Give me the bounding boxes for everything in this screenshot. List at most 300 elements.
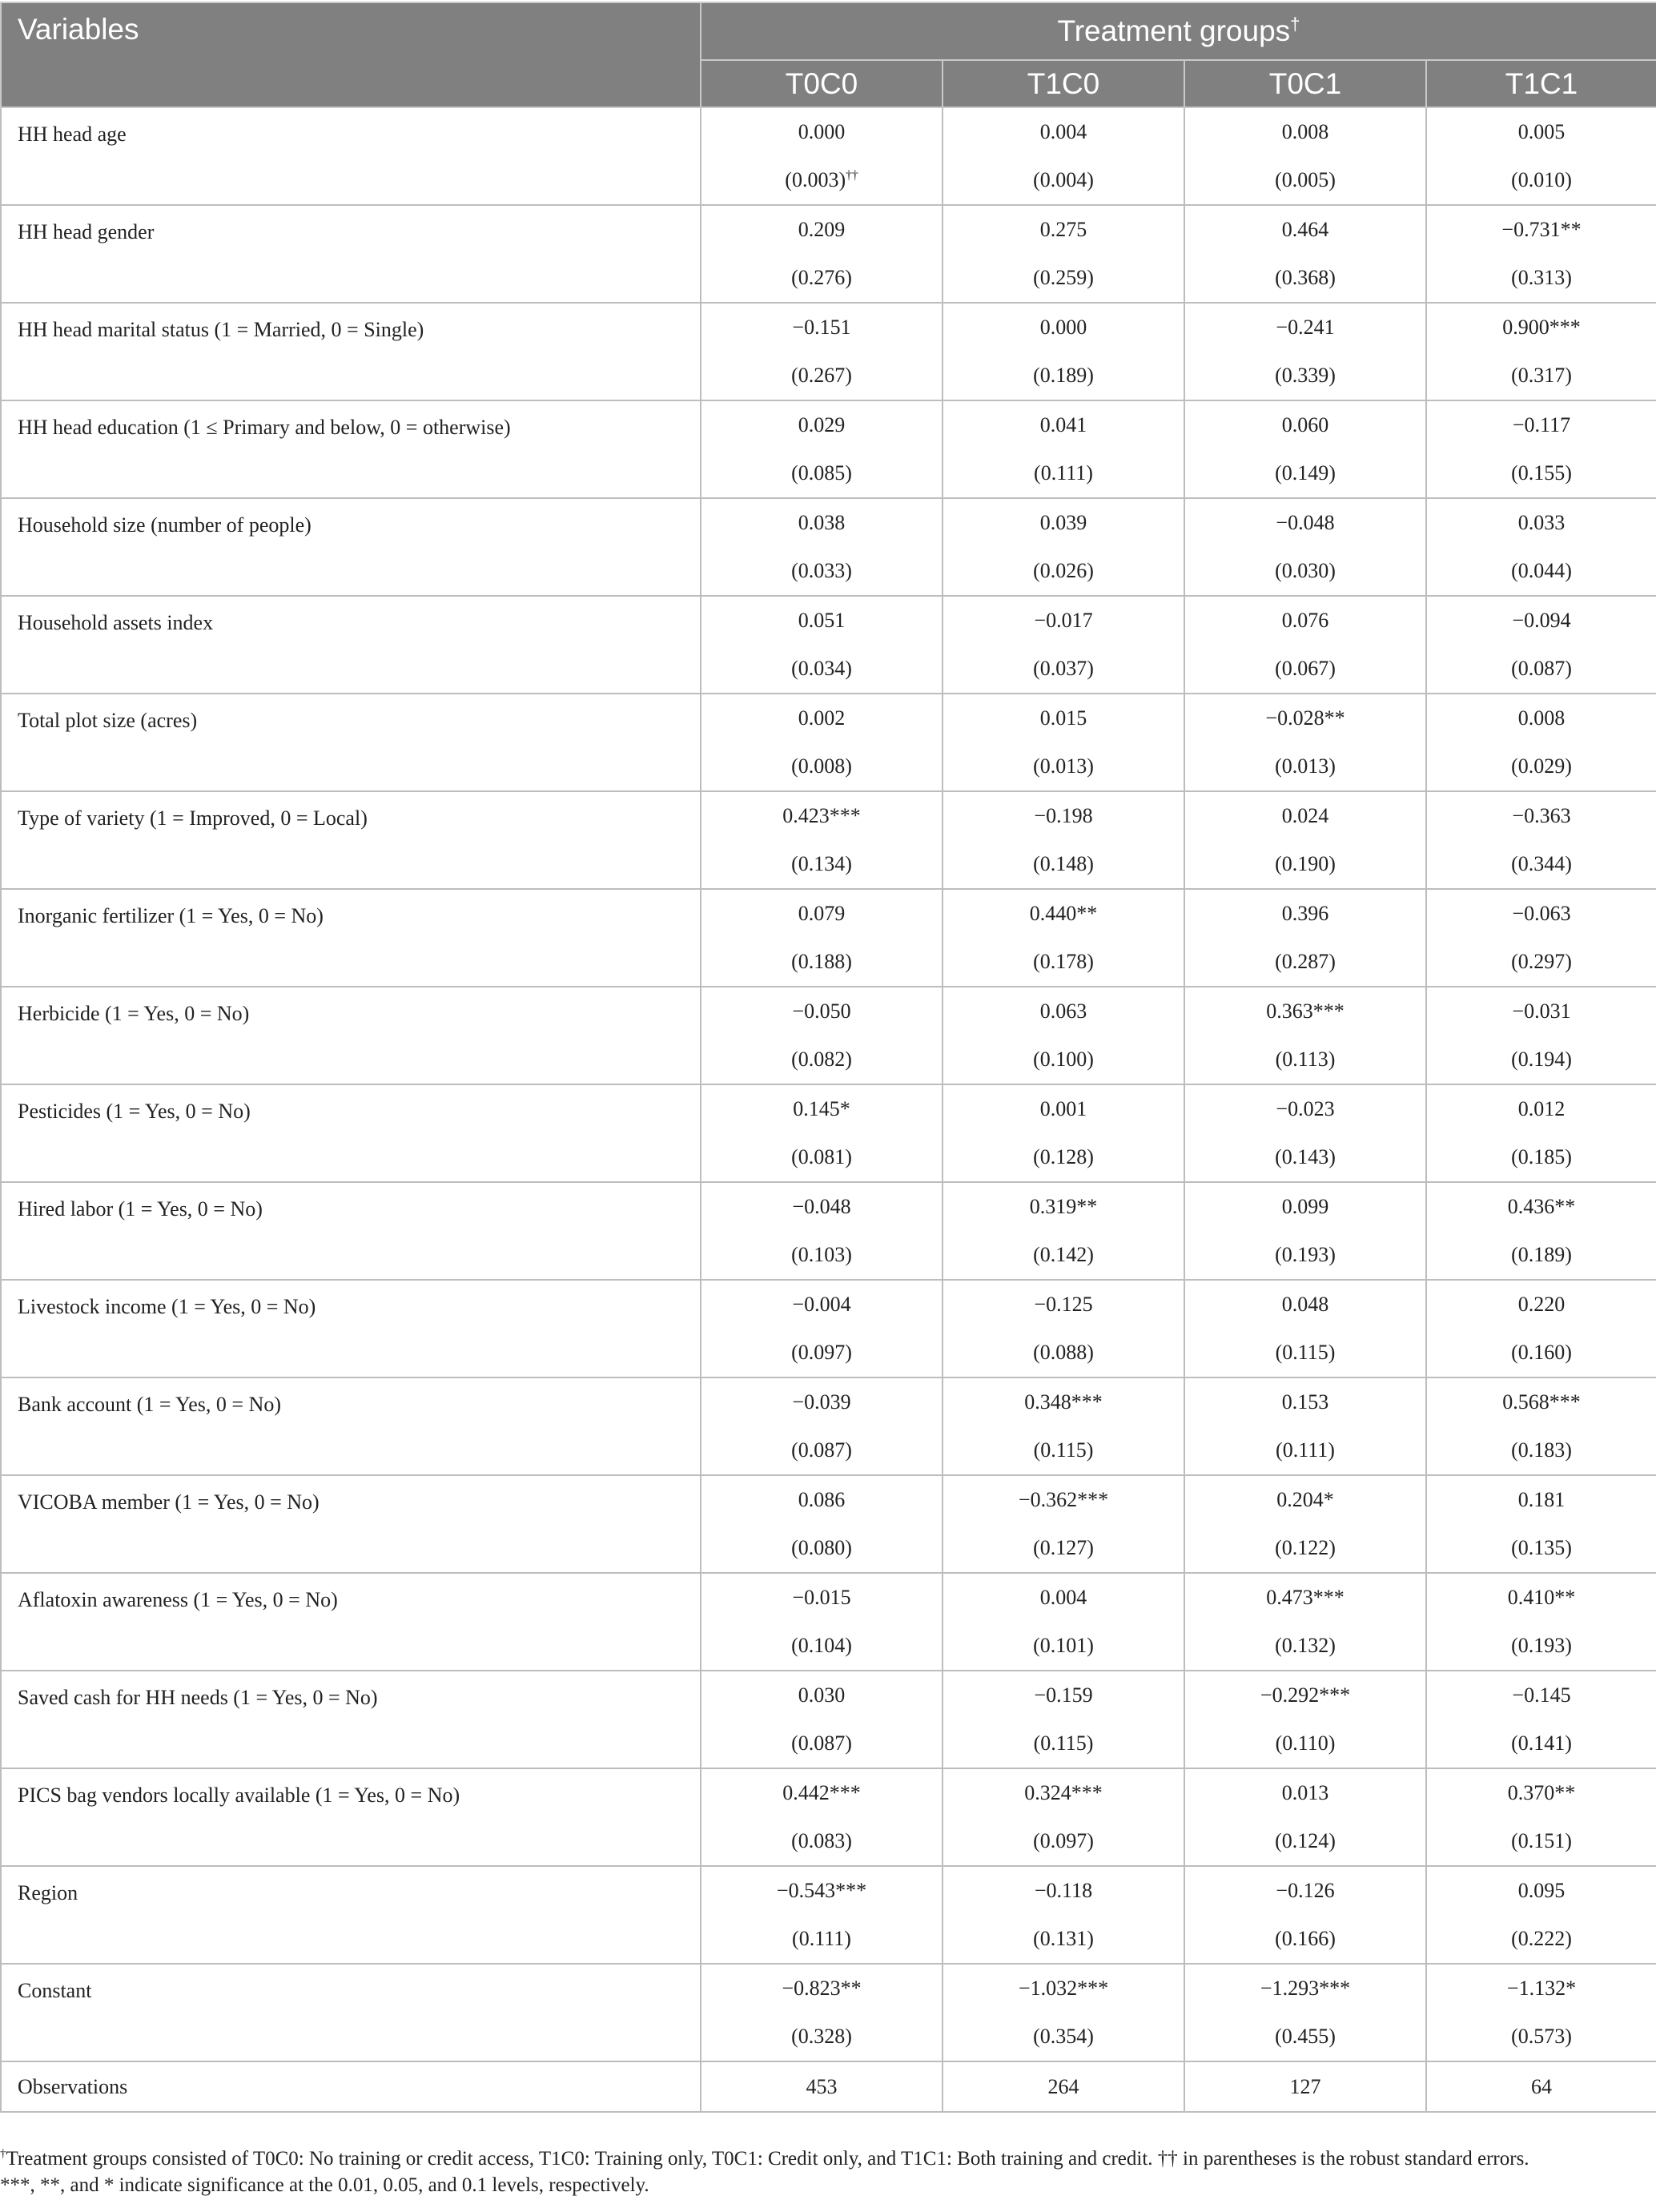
table-row-coefficients [1, 987, 1656, 1036]
coefficient-cell: 0.012 [1426, 1084, 1656, 1133]
table-row-coefficients [1, 1964, 1656, 2013]
standard-error-value: (0.297) [1511, 950, 1572, 973]
standard-error-value: (0.013) [1033, 754, 1094, 778]
standard-error-cell [701, 254, 943, 303]
standard-error-value: (0.097) [1033, 1829, 1094, 1852]
coefficient-cell: −0.039 [701, 1377, 943, 1426]
standard-error-cell [701, 449, 943, 498]
variable-label: Region [1, 1866, 701, 1964]
standard-error-cell [1184, 2013, 1426, 2061]
coefficient-cell: 0.145* [701, 1084, 943, 1133]
coefficient-cell: 0.004 [943, 107, 1184, 156]
variable-label: Aflatoxin awareness (1 = Yes, 0 = No) [1, 1573, 701, 1671]
coefficient-cell: 0.464 [1184, 205, 1426, 254]
observations-cell: 453 [701, 2061, 943, 2112]
standard-error-cell [943, 547, 1184, 596]
coefficient-cell: 0.000 [701, 107, 943, 156]
standard-error-value: (0.131) [1033, 1927, 1094, 1950]
standard-error-cell [1426, 1329, 1656, 1377]
coefficient-cell: −0.017 [943, 596, 1184, 645]
standard-error-cell [943, 1036, 1184, 1084]
standard-error-value: (0.115) [1033, 1438, 1094, 1462]
standard-error-cell [943, 2013, 1184, 2061]
table-row-coefficients [1, 1573, 1656, 1622]
variable-label: HH head gender [1, 205, 701, 303]
variable-label: Livestock income (1 = Yes, 0 = No) [1, 1280, 701, 1377]
standard-error-cell [943, 1915, 1184, 1964]
standard-error-value: (0.034) [791, 657, 852, 680]
coefficient-cell: 0.370** [1426, 1768, 1656, 1817]
standard-error-value: (0.267) [791, 364, 852, 387]
standard-error-cell [943, 1817, 1184, 1866]
standard-error-value: (0.101) [1033, 1634, 1094, 1657]
variable-label: Total plot size (acres) [1, 694, 701, 791]
standard-error-value: (0.155) [1511, 461, 1572, 485]
coefficient-cell: −0.362*** [943, 1475, 1184, 1524]
coefficient-cell: 0.048 [1184, 1280, 1426, 1329]
standard-error-cell [1184, 1524, 1426, 1573]
standard-error-cell [1426, 742, 1656, 791]
standard-error-cell [943, 156, 1184, 205]
coefficient-cell: 0.029 [701, 400, 943, 449]
standard-error-cell [701, 352, 943, 400]
coefficient-cell: 0.004 [943, 1573, 1184, 1622]
table-row-coefficients [1, 596, 1656, 645]
standard-error-cell [1184, 156, 1426, 205]
standard-error-cell [701, 1329, 943, 1377]
table-row-coefficients [1, 694, 1656, 742]
coefficient-cell: 0.204* [1184, 1475, 1426, 1524]
table-row-coefficients [1, 107, 1656, 156]
coefficient-cell: 0.095 [1426, 1866, 1656, 1915]
coefficient-cell: 0.038 [701, 498, 943, 547]
column-header-t1c0: T1C0 [943, 60, 1184, 107]
table-row-coefficients [1, 1866, 1656, 1915]
standard-error-value: (0.115) [1033, 1731, 1094, 1755]
coefficient-cell: 0.153 [1184, 1377, 1426, 1426]
coefficient-cell: 0.363*** [1184, 987, 1426, 1036]
standard-error-cell [943, 742, 1184, 791]
standard-error-cell [701, 547, 943, 596]
standard-error-cell [701, 1426, 943, 1475]
standard-error-cell [1426, 1817, 1656, 1866]
table-row-coefficients [1, 498, 1656, 547]
coefficient-cell: 0.319** [943, 1182, 1184, 1231]
double-dagger-mark: †† [846, 168, 858, 183]
standard-error-value: (0.044) [1511, 559, 1572, 582]
standard-error-value: (0.100) [1033, 1048, 1094, 1071]
standard-error-value: (0.328) [791, 2025, 852, 2048]
coefficient-cell: −0.543*** [701, 1866, 943, 1915]
standard-error-cell [1426, 1036, 1656, 1084]
coefficient-cell: 0.423*** [701, 791, 943, 840]
standard-error-cell [943, 352, 1184, 400]
variables-header: Variables [1, 2, 701, 107]
coefficient-cell: 0.900*** [1426, 303, 1656, 352]
coefficient-cell: −0.031 [1426, 987, 1656, 1036]
standard-error-value: (0.010) [1511, 168, 1572, 191]
coefficient-cell: −0.159 [943, 1671, 1184, 1719]
standard-error-value: (0.115) [1275, 1341, 1336, 1364]
coefficient-cell: 0.410** [1426, 1573, 1656, 1622]
coefficient-cell: 0.440** [943, 889, 1184, 938]
coefficient-cell: −0.063 [1426, 889, 1656, 938]
coefficient-cell: 0.024 [1184, 791, 1426, 840]
standard-error-value: (0.005) [1275, 168, 1336, 191]
coefficient-cell: 0.033 [1426, 498, 1656, 547]
standard-error-cell [701, 1915, 943, 1964]
standard-error-value: (0.110) [1275, 1731, 1336, 1755]
standard-error-cell [1426, 352, 1656, 400]
standard-error-cell [701, 156, 943, 205]
coefficient-cell: 0.209 [701, 205, 943, 254]
standard-error-cell [1426, 156, 1656, 205]
table-row-coefficients [1, 205, 1656, 254]
variable-label: Bank account (1 = Yes, 0 = No) [1, 1377, 701, 1475]
treatment-groups-header [701, 2, 1656, 60]
coefficient-cell: −1.132* [1426, 1964, 1656, 2013]
standard-error-value: (0.029) [1511, 754, 1572, 778]
coefficient-cell: 0.324*** [943, 1768, 1184, 1817]
standard-error-cell [943, 449, 1184, 498]
standard-error-cell [943, 1622, 1184, 1671]
standard-error-cell [1184, 840, 1426, 889]
observations-cell: 127 [1184, 2061, 1426, 2112]
variable-label: HH head age [1, 107, 701, 205]
standard-error-value: (0.194) [1511, 1048, 1572, 1071]
standard-error-value: (0.151) [1511, 1829, 1572, 1852]
coefficient-cell: 0.001 [943, 1084, 1184, 1133]
standard-error-value: (0.354) [1033, 2025, 1094, 2048]
coefficient-cell: −0.126 [1184, 1866, 1426, 1915]
coefficient-cell: 0.099 [1184, 1182, 1426, 1231]
standard-error-value: (0.030) [1275, 559, 1336, 582]
coefficient-cell: 0.436** [1426, 1182, 1656, 1231]
standard-error-value: (0.122) [1275, 1536, 1336, 1559]
standard-error-value: (0.127) [1033, 1536, 1094, 1559]
coefficient-cell: 0.051 [701, 596, 943, 645]
standard-error-value: (0.088) [1033, 1341, 1094, 1364]
observations-cell: 264 [943, 2061, 1184, 2112]
standard-error-value: (0.111) [1276, 1438, 1335, 1462]
standard-error-value: (0.344) [1511, 852, 1572, 875]
table-row-coefficients [1, 1280, 1656, 1329]
standard-error-cell [1184, 1036, 1426, 1084]
table-header [1, 2, 1656, 107]
standard-error-value: (0.339) [1275, 364, 1336, 387]
standard-error-value: (0.037) [1033, 657, 1094, 680]
coefficient-cell: −0.048 [701, 1182, 943, 1231]
standard-error-cell [943, 1426, 1184, 1475]
standard-error-cell [1184, 1426, 1426, 1475]
coefficient-cell: −0.198 [943, 791, 1184, 840]
coefficient-cell: −0.050 [701, 987, 943, 1036]
standard-error-cell [943, 1133, 1184, 1182]
standard-error-value: (0.185) [1511, 1145, 1572, 1168]
standard-error-cell [1426, 1622, 1656, 1671]
standard-error-value: (0.142) [1033, 1243, 1094, 1266]
standard-error-cell [1426, 254, 1656, 303]
coefficient-cell: 0.396 [1184, 889, 1426, 938]
standard-error-value: (0.166) [1275, 1927, 1336, 1950]
standard-error-value: (0.087) [791, 1731, 852, 1755]
table-row-coefficients [1, 791, 1656, 840]
column-header-t0c0: T0C0 [701, 60, 943, 107]
coefficient-cell: 0.063 [943, 987, 1184, 1036]
table-row-coefficients [1, 889, 1656, 938]
variable-label: Saved cash for HH needs (1 = Yes, 0 = No) [1, 1671, 701, 1768]
standard-error-value: (0.188) [791, 950, 852, 973]
standard-error-value: (0.004) [1033, 168, 1094, 191]
standard-error-cell [1426, 645, 1656, 694]
coefficient-cell: 0.348*** [943, 1377, 1184, 1426]
variable-label: Pesticides (1 = Yes, 0 = No) [1, 1084, 701, 1182]
standard-error-value: (0.087) [1511, 657, 1572, 680]
standard-error-cell [701, 2013, 943, 2061]
table-row-coefficients [1, 1475, 1656, 1524]
standard-error-cell [701, 1133, 943, 1182]
standard-error-cell [1426, 1719, 1656, 1768]
coefficient-cell: −0.125 [943, 1280, 1184, 1329]
table-row-coefficients [1, 1768, 1656, 1817]
standard-error-value: (0.178) [1033, 950, 1094, 973]
standard-error-value: (0.081) [791, 1145, 852, 1168]
standard-error-cell [1426, 1915, 1656, 1964]
standard-error-cell [1184, 1622, 1426, 1671]
standard-error-cell [701, 1231, 943, 1280]
standard-error-cell [1426, 840, 1656, 889]
standard-error-value: (0.067) [1275, 657, 1336, 680]
coefficient-cell: −0.118 [943, 1866, 1184, 1915]
standard-error-cell [701, 742, 943, 791]
standard-error-value: (0.313) [1511, 266, 1572, 289]
standard-error-cell [1426, 1524, 1656, 1573]
footnote-dagger-mark: † [0, 2147, 6, 2161]
standard-error-value: (0.008) [791, 754, 852, 778]
coefficient-cell: −0.241 [1184, 303, 1426, 352]
standard-error-value: (0.085) [791, 461, 852, 485]
table-row-coefficients [1, 400, 1656, 449]
standard-error-value: (0.317) [1511, 364, 1572, 387]
table-row-observations [1, 2061, 1656, 2112]
table-row-coefficients [1, 1671, 1656, 1719]
standard-error-value: (0.087) [791, 1438, 852, 1462]
coefficient-cell: −0.028** [1184, 694, 1426, 742]
standard-error-value: (0.128) [1033, 1145, 1094, 1168]
variable-label: Herbicide (1 = Yes, 0 = No) [1, 987, 701, 1084]
standard-error-value: (0.111) [1034, 461, 1093, 485]
standard-error-cell [701, 840, 943, 889]
standard-error-value: (0.013) [1275, 754, 1336, 778]
regression-table [0, 2, 1656, 2113]
coefficient-cell: −0.731** [1426, 205, 1656, 254]
standard-error-cell [701, 645, 943, 694]
standard-error-value: (0.103) [791, 1243, 852, 1266]
dagger-mark: † [1290, 14, 1300, 34]
standard-error-value: (0.222) [1511, 1927, 1572, 1950]
standard-error-value: (0.149) [1275, 461, 1336, 485]
variable-label: HH head education (1 ≤ Primary and below, 0 = otherwise) [1, 400, 701, 498]
standard-error-value: (0.148) [1033, 852, 1094, 875]
coefficient-cell: −0.023 [1184, 1084, 1426, 1133]
standard-error-cell [1184, 449, 1426, 498]
treatment-groups-label: Treatment groups [1057, 14, 1291, 47]
standard-error-value: (0.189) [1511, 1243, 1572, 1266]
table-row-coefficients [1, 1377, 1656, 1426]
standard-error-cell [943, 645, 1184, 694]
coefficient-cell: −0.015 [701, 1573, 943, 1622]
standard-error-cell [943, 1524, 1184, 1573]
standard-error-value: (0.003) [785, 168, 846, 191]
coefficient-cell: 0.079 [701, 889, 943, 938]
standard-error-value: (0.134) [791, 852, 852, 875]
standard-error-value: (0.033) [791, 559, 852, 582]
variable-label: HH head marital status (1 = Married, 0 = Single) [1, 303, 701, 400]
coefficient-cell: −0.004 [701, 1280, 943, 1329]
standard-error-cell [1184, 1915, 1426, 1964]
standard-error-value: (0.141) [1511, 1731, 1572, 1755]
standard-error-value: (0.160) [1511, 1341, 1572, 1364]
coefficient-cell: 0.275 [943, 205, 1184, 254]
coefficient-cell: 0.442*** [701, 1768, 943, 1817]
observations-label: Observations [1, 2061, 701, 2112]
regression-table-container [0, 2, 1656, 2113]
coefficient-cell: −0.094 [1426, 596, 1656, 645]
standard-error-value: (0.097) [791, 1341, 852, 1364]
standard-error-cell [1184, 254, 1426, 303]
standard-error-value: (0.132) [1275, 1634, 1336, 1657]
variable-label: Household assets index [1, 596, 701, 694]
coefficient-cell: 0.181 [1426, 1475, 1656, 1524]
standard-error-value: (0.189) [1033, 364, 1094, 387]
standard-error-cell [1184, 742, 1426, 791]
coefficient-cell: −0.823** [701, 1964, 943, 2013]
column-header-t1c1: T1C1 [1426, 60, 1656, 107]
standard-error-cell [1184, 1133, 1426, 1182]
coefficient-cell: 0.008 [1184, 107, 1426, 156]
standard-error-cell [1184, 1329, 1426, 1377]
standard-error-value: (0.455) [1275, 2025, 1336, 2048]
coefficient-cell: −0.048 [1184, 498, 1426, 547]
coefficient-cell: −1.032*** [943, 1964, 1184, 2013]
footnote-line-1 [0, 2146, 1650, 2172]
standard-error-cell [943, 254, 1184, 303]
coefficient-cell: 0.568*** [1426, 1377, 1656, 1426]
standard-error-cell [943, 1329, 1184, 1377]
coefficient-cell: 0.005 [1426, 107, 1656, 156]
coefficient-cell: 0.008 [1426, 694, 1656, 742]
variable-label: Constant [1, 1964, 701, 2061]
table-row-coefficients [1, 1182, 1656, 1231]
footnote-line-2: ***, **, and * indicate significance at the 0.01, 0.05, and 0.1 levels, respectively. [0, 2174, 649, 2196]
variable-label: Hired labor (1 = Yes, 0 = No) [1, 1182, 701, 1280]
standard-error-cell [701, 1817, 943, 1866]
column-header-t0c1: T0C1 [1184, 60, 1426, 107]
table-row-coefficients [1, 1084, 1656, 1133]
standard-error-cell [1184, 645, 1426, 694]
coefficient-cell: −0.292*** [1184, 1671, 1426, 1719]
standard-error-cell [1184, 1231, 1426, 1280]
coefficient-cell: 0.015 [943, 694, 1184, 742]
standard-error-cell [1184, 1817, 1426, 1866]
coefficient-cell: 0.076 [1184, 596, 1426, 645]
standard-error-cell [1426, 449, 1656, 498]
table-body [1, 107, 1656, 2112]
standard-error-cell [1426, 938, 1656, 987]
variable-label: VICOBA member (1 = Yes, 0 = No) [1, 1475, 701, 1573]
standard-error-value: (0.083) [791, 1829, 852, 1852]
coefficient-cell: −0.117 [1426, 400, 1656, 449]
standard-error-cell [1426, 1426, 1656, 1475]
standard-error-cell [1426, 1231, 1656, 1280]
standard-error-value: (0.287) [1275, 950, 1336, 973]
standard-error-value: (0.113) [1275, 1048, 1336, 1071]
variable-label: Type of variety (1 = Improved, 0 = Local) [1, 791, 701, 889]
standard-error-value: (0.193) [1511, 1634, 1572, 1657]
standard-error-cell [701, 938, 943, 987]
table-row-coefficients [1, 303, 1656, 352]
coefficient-cell: 0.002 [701, 694, 943, 742]
standard-error-cell [1184, 1719, 1426, 1768]
variable-label: PICS bag vendors locally available (1 = Yes, 0 = No) [1, 1768, 701, 1866]
coefficient-cell: 0.086 [701, 1475, 943, 1524]
standard-error-value: (0.104) [791, 1634, 852, 1657]
standard-error-value: (0.190) [1275, 852, 1336, 875]
coefficient-cell: 0.000 [943, 303, 1184, 352]
coefficient-cell: −0.151 [701, 303, 943, 352]
standard-error-cell [701, 1524, 943, 1573]
coefficient-cell: −0.145 [1426, 1671, 1656, 1719]
standard-error-value: (0.259) [1033, 266, 1094, 289]
standard-error-value: (0.143) [1275, 1145, 1336, 1168]
standard-error-cell [1426, 1133, 1656, 1182]
standard-error-value: (0.135) [1511, 1536, 1572, 1559]
observations-cell: 64 [1426, 2061, 1656, 2112]
standard-error-cell [1184, 938, 1426, 987]
coefficient-cell: 0.013 [1184, 1768, 1426, 1817]
coefficient-cell: −0.363 [1426, 791, 1656, 840]
standard-error-value: (0.368) [1275, 266, 1336, 289]
standard-error-value: (0.276) [791, 266, 852, 289]
standard-error-value: (0.111) [792, 1927, 851, 1950]
standard-error-cell [1184, 352, 1426, 400]
standard-error-value: (0.124) [1275, 1829, 1336, 1852]
standard-error-cell [943, 1719, 1184, 1768]
standard-error-value: (0.573) [1511, 2025, 1572, 2048]
variable-label: Inorganic fertilizer (1 = Yes, 0 = No) [1, 889, 701, 987]
standard-error-cell [701, 1036, 943, 1084]
coefficient-cell: −1.293*** [1184, 1964, 1426, 2013]
coefficient-cell: 0.030 [701, 1671, 943, 1719]
standard-error-cell [701, 1719, 943, 1768]
standard-error-cell [943, 938, 1184, 987]
coefficient-cell: 0.060 [1184, 400, 1426, 449]
standard-error-cell [1426, 2013, 1656, 2061]
standard-error-cell [701, 1622, 943, 1671]
standard-error-value: (0.193) [1275, 1243, 1336, 1266]
standard-error-cell [943, 1231, 1184, 1280]
standard-error-cell [1426, 547, 1656, 596]
variable-label: Household size (number of people) [1, 498, 701, 596]
standard-error-value: (0.026) [1033, 559, 1094, 582]
coefficient-cell: 0.039 [943, 498, 1184, 547]
standard-error-value: (0.183) [1511, 1438, 1572, 1462]
coefficient-cell: 0.220 [1426, 1280, 1656, 1329]
standard-error-value: (0.080) [791, 1536, 852, 1559]
standard-error-value: (0.082) [791, 1048, 852, 1071]
coefficient-cell: 0.041 [943, 400, 1184, 449]
standard-error-cell [1184, 547, 1426, 596]
